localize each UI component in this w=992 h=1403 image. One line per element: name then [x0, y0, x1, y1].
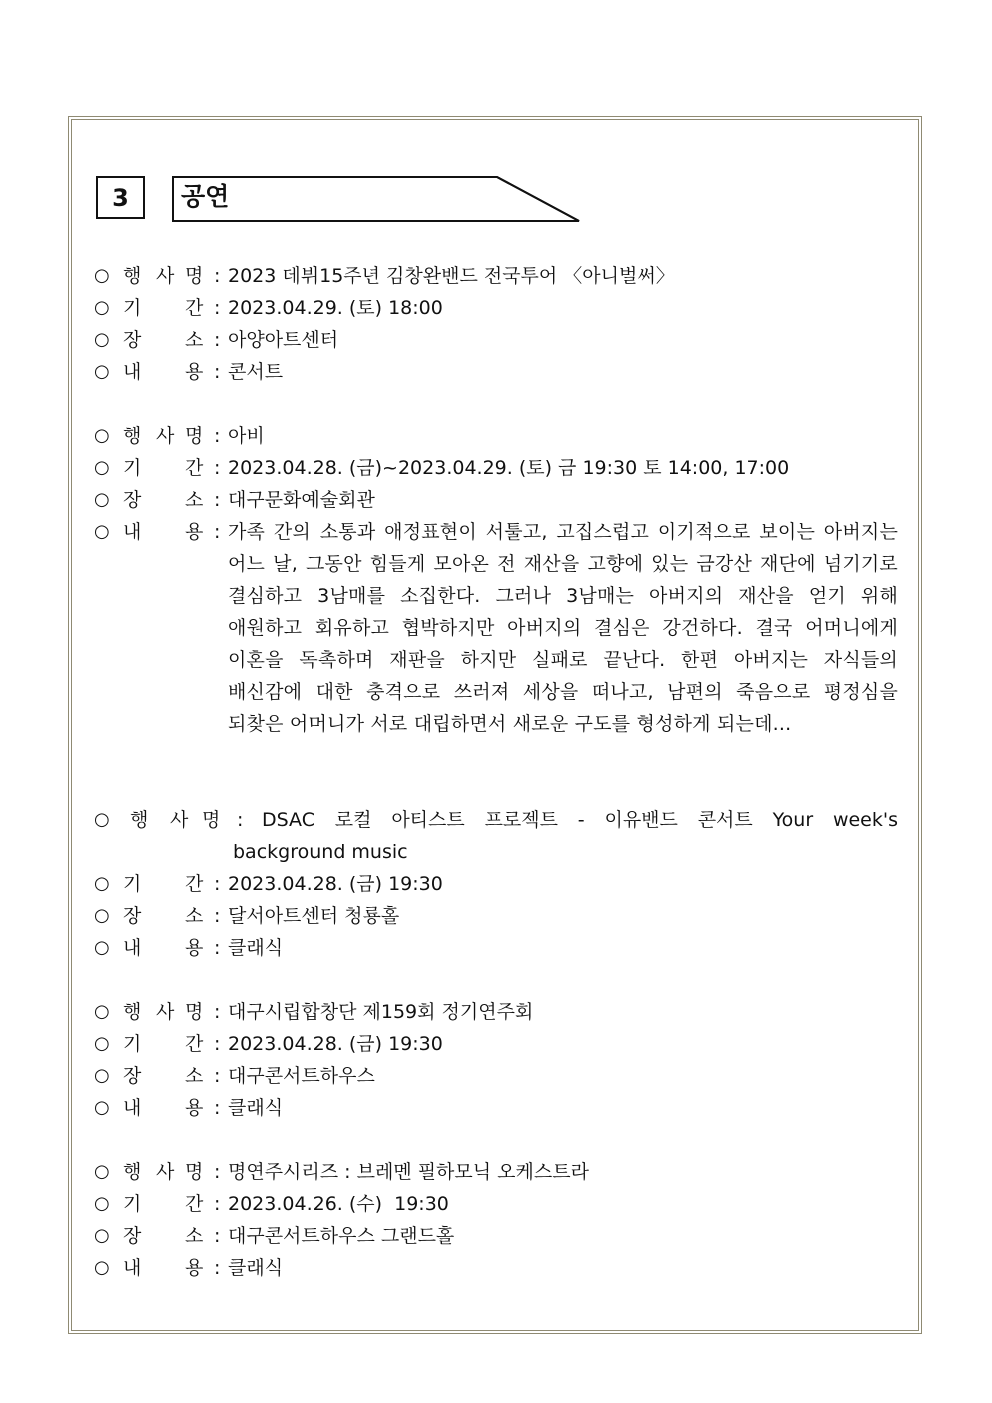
event-place: 달서아트센터 청룡홀: [228, 905, 400, 927]
event-place: 대구문화예술회관: [228, 489, 375, 511]
event-place: 대구콘서트하우스 그랜드홀: [228, 1225, 455, 1247]
event-name: 2023 데뷔15주년 김창완밴드 전국투어 〈아니벌써〉: [228, 265, 675, 287]
event-content: 콘서트: [228, 361, 284, 383]
event-content: 클래식: [228, 1097, 284, 1119]
event-place: 아양아트센터: [228, 329, 339, 351]
section-title-box: [172, 176, 584, 224]
event-period: 2023.04.28. (금) 19:30: [228, 873, 443, 895]
event-content: 클래식: [228, 937, 284, 959]
event-period: 2023.04.28. (금) 19:30: [228, 1033, 443, 1055]
event-name: DSAC 로컬 아티스트 프로젝트 - 이유밴드 콘서트 Your week's: [262, 809, 898, 831]
event-place: 대구콘서트하우스: [228, 1065, 375, 1087]
event-period: 2023.04.26. (수) 19:30: [228, 1193, 449, 1215]
event-period: 2023.04.28. (금)~2023.04.29. (토) 금 19:30 토 14:00, 17:00: [228, 457, 790, 479]
event-name-continued: background music: [233, 841, 408, 863]
event-name: 명연주시리즈 : 브레멘 필하모닉 오케스트라: [228, 1161, 589, 1183]
section-title: 공연: [181, 182, 230, 211]
event-name: 아비: [228, 425, 265, 447]
event-period: 2023.04.29. (토) 18:00: [228, 297, 443, 319]
event-description: 가족 간의 소통과 애정표현이 서툴고, 고집스럽고 이기적으로 보이는 아버지는 어느 날, 그동안 힘들게 모아온 전 재산을 고향에 있는 금강산 재단에 넘기기로 결심하고 3남매를 소집한다. 그러나 3남매는 아버지의 재산을 얻기 위해 애원하고 회유하고 협박하지만 아버지의 결심은 강건하다. 결국 어머니에게 이혼을 독촉하며 재판을 하지만 실패로 끝난다. 한편 아버지는 자식들의 배신감에 대한 충격으로 쓰러져 세상을 떠나고, 남편의 죽음으로 평정심을 되찾은 어머니가 서로 대립하면서 새로운 구도를 형성하게 되는데...: [228, 521, 898, 735]
event-content: 클래식: [228, 1257, 284, 1279]
bullet-circle: ○: [94, 265, 110, 286]
event-name: 대구시립합창단 제159회 정기연주회: [228, 1001, 534, 1023]
section-number: 3: [96, 176, 145, 219]
